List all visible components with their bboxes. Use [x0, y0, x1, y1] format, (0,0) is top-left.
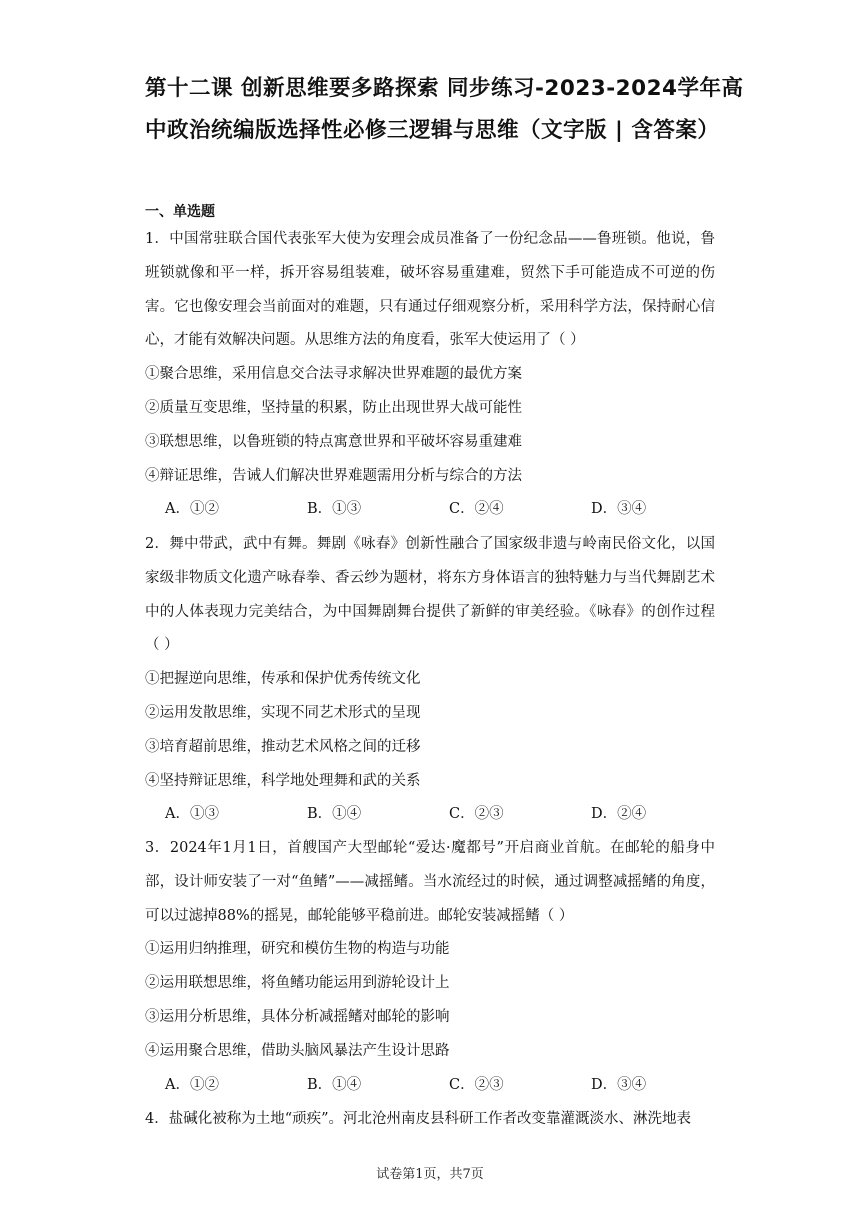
section-heading: 一、单选题: [145, 204, 215, 220]
statement-2: ②运用联想思维，将鱼鳍功能运用到游轮设计上: [145, 975, 450, 992]
choice-b: B．①③: [307, 501, 362, 518]
choice-a: A．①②: [165, 1076, 219, 1093]
statement-4: ④坚持辩证思维，科学地处理舞和武的关系: [145, 772, 421, 789]
choice-d: D．③④: [591, 501, 647, 518]
choice-b: B．①④: [307, 1076, 362, 1093]
choice-c: C．②③: [449, 1076, 504, 1093]
answer-choices: [145, 493, 715, 527]
choice-a: A．①②: [165, 501, 219, 518]
title-line-2: 中政治统编版选择性必修三逻辑与思维（文字版 | 含答案）: [145, 118, 720, 143]
choice-b: B．①④: [307, 806, 362, 823]
question-stem: 2．舞中带武，武中有舞。舞剧《咏春》创新性融合了国家级非遗与岭南民俗文化，以国家级非物质文化遗产咏春拳、香云纱为题材，将东方身体语言的独特魅力与当代舞剧艺术中的人体表现力完美结合，为中国舞剧舞台提供了新鲜的审美经验。《咏春》的创作过程（ ）: [145, 536, 715, 654]
document-title: [145, 68, 745, 152]
statement-1: ①运用归纳推理，研究和模仿生物的构造与功能: [145, 941, 450, 958]
statement-2: ②质量互变思维，坚持量的积累，防止出现世界大战可能性: [145, 399, 522, 416]
question-stem: 1．中国常驻联合国代表张军大使为安理会成员准备了一份纪念品——鲁班锁。他说，鲁班锁就像和平一样，拆开容易组装难，破坏容易重建难，贸然下手可能造成不可逆的伤害。它也像安理会当前面对的难题，只有通过仔细观察分析，采用科学方法，保持耐心信心，才能有效解决问题。从思维方法的角度看，张军大使运用了（ ）: [145, 231, 715, 349]
statement-1: ①聚合思维，采用信息交合法寻求解决世界难题的最优方案: [145, 366, 522, 383]
question-4: [145, 1103, 715, 1137]
choice-d: D．②④: [591, 806, 647, 823]
question-stem: 3．2024年1月1日，首艘国产大型邮轮“爱达·魔都号”开启商业首航。在邮轮的船身中部，设计师安装了一对“鱼鳍”——减摇鳍。当水流经过的时候，通过调整减摇鳍的角度，可以过滤掉88%的摇晃，邮轮能够平稳前进。邮轮安装减摇鳍（ ）: [145, 840, 715, 924]
question-3: [145, 832, 715, 1102]
choice-d: D．③④: [591, 1076, 647, 1093]
statement-3: ③培育超前思维，推动艺术风格之间的迁移: [145, 738, 421, 755]
answer-choices: [145, 1069, 715, 1103]
page-footer: 试卷第1页，共7页: [376, 1167, 484, 1182]
choice-a: A．①③: [165, 806, 219, 823]
question-1: [145, 223, 715, 527]
choice-c: C．②③: [449, 806, 504, 823]
statement-1: ①把握逆向思维，传承和保护优秀传统文化: [145, 671, 421, 688]
question-stem: 4．盐碱化被称为土地“顽疾”。河北沧州南皮县科研工作者改变靠灌溉淡水、淋洗地表: [145, 1111, 692, 1127]
statement-2: ②运用发散思维，实现不同艺术形式的呈现: [145, 704, 421, 721]
statement-3: ③运用分析思维，具体分析减摇鳍对邮轮的影响: [145, 1008, 450, 1025]
statement-3: ③联想思维，以鲁班锁的特点寓意世界和平破坏容易重建难: [145, 433, 522, 450]
statement-4: ④辩证思维，告诫人们解决世界难题需用分析与综合的方法: [145, 467, 522, 484]
title-line-1: 第十二课 创新思维要多路探索 同步练习-2023-2024学年高: [145, 76, 744, 101]
choice-c: C．②④: [449, 501, 504, 518]
answer-choices: [145, 798, 715, 832]
statement-4: ④运用聚合思维，借助头脑风暴法产生设计思路: [145, 1042, 450, 1059]
question-2: [145, 528, 715, 832]
